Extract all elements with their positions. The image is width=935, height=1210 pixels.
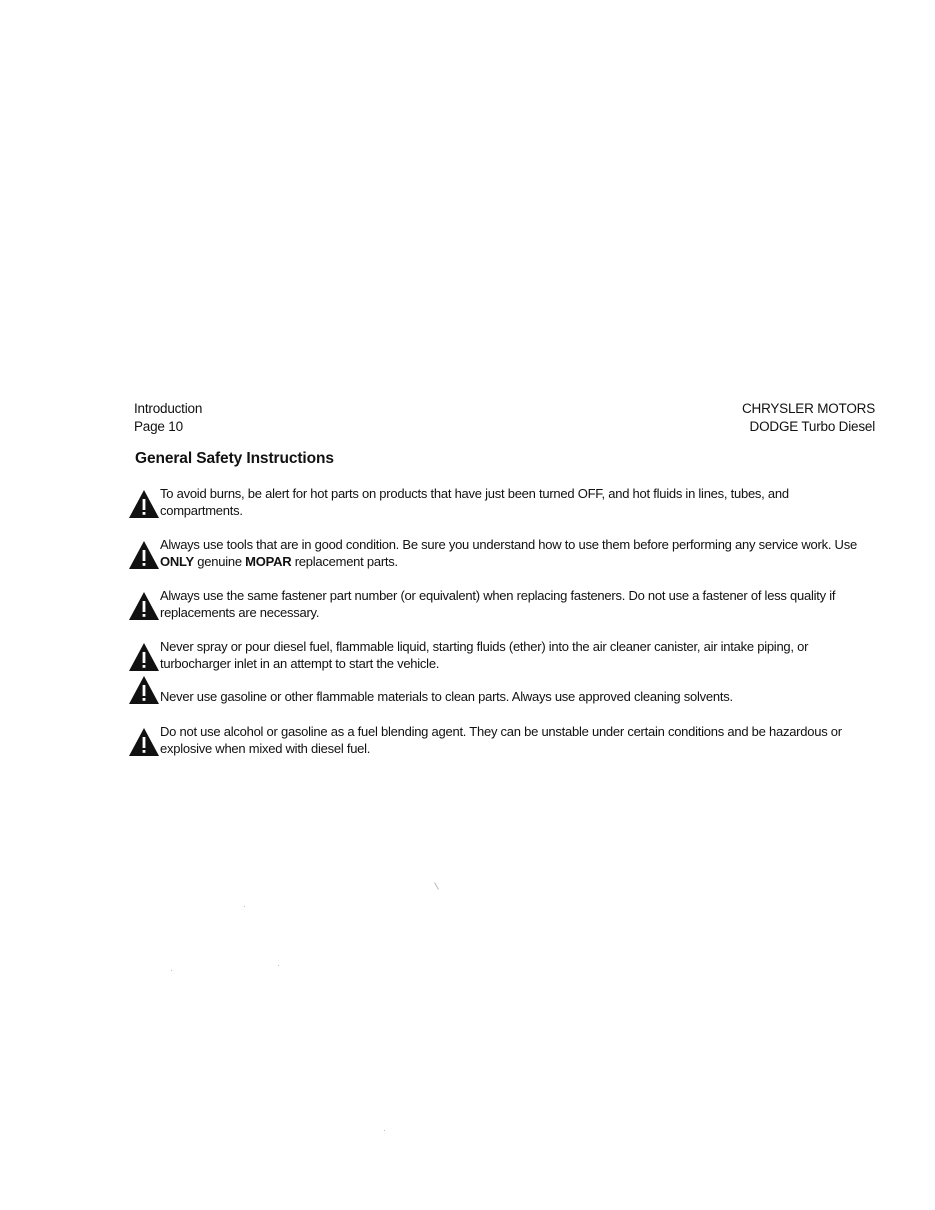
page-header-right	[742, 400, 875, 436]
warning-triangle-icon	[128, 489, 160, 519]
emphasis-only: ONLY	[160, 554, 194, 569]
warning-item	[128, 675, 868, 705]
warning-item	[128, 638, 868, 672]
scan-speck	[278, 965, 279, 966]
scan-speck	[244, 906, 245, 907]
warning-text: Always use the same fastener part number (or equivalent) when replacing fasteners. Do not use a fastener of less quality if replacements are necessary.	[160, 588, 836, 620]
scan-speck	[171, 970, 172, 971]
emphasis-mopar: MOPAR	[245, 554, 292, 569]
warning-item	[128, 485, 868, 519]
warning-item	[128, 536, 868, 570]
section-name: Introduction	[134, 401, 203, 416]
warning-triangle-icon	[128, 675, 160, 705]
page-header-left	[134, 400, 202, 436]
warning-triangle-icon	[128, 642, 160, 672]
scan-speck	[434, 882, 439, 889]
warning-item	[128, 587, 868, 621]
page-number: Page 10	[134, 419, 183, 434]
warning-triangle-icon	[128, 727, 160, 757]
warning-triangle-icon	[128, 540, 160, 570]
warning-text: Do not use alcohol or gasoline as a fuel blending agent. They can be unstable under certain conditions and be hazardous or explosive when mixed with diesel fuel.	[160, 724, 842, 756]
warning-text: Always use tools that are in good condition. Be sure you understand how to use them before performing any service work. Use ONLY genuine MOPAR replacement parts.	[160, 537, 857, 569]
scan-speck	[384, 1130, 385, 1131]
product-name: DODGE Turbo Diesel	[749, 419, 875, 434]
page-title: General Safety Instructions	[135, 450, 334, 467]
warning-text: Never spray or pour diesel fuel, flammable liquid, starting fluids (ether) into the air cleaner canister, air intake piping, or turbocharger inlet in an attempt to start the vehicle.	[160, 639, 809, 671]
warning-text: To avoid burns, be alert for hot parts on products that have just been turned OFF, and hot fluids in lines, tubes, and compartments.	[160, 486, 789, 518]
company-name: CHRYSLER MOTORS	[741, 401, 875, 416]
warning-triangle-icon	[128, 591, 160, 621]
warning-text: Never use gasoline or other flammable materials to clean parts. Always use approved cleaning solvents.	[160, 689, 733, 704]
warning-item	[128, 723, 868, 757]
